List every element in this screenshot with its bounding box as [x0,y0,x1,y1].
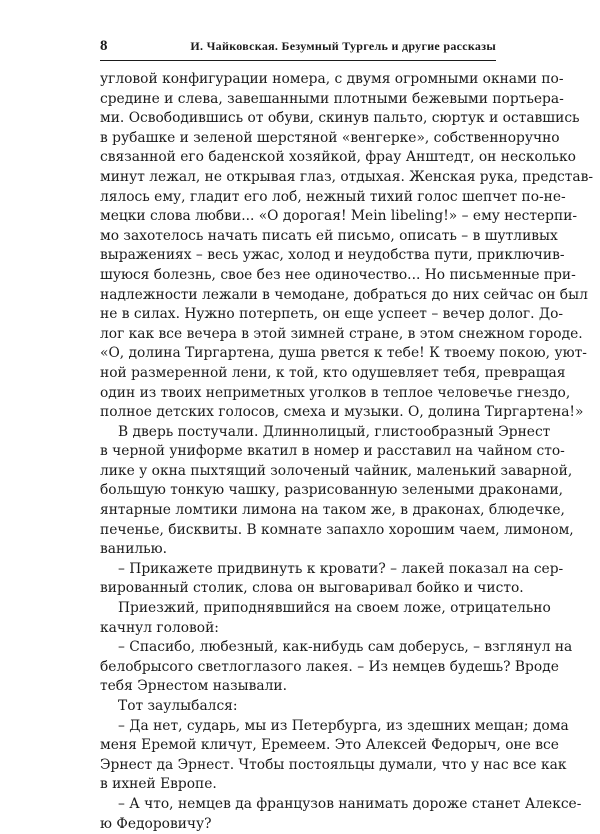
text-line: ю Федоровичу? [100,815,212,832]
text-line: качнул головой: [100,619,219,636]
text-line: большую тонкую чашку, разрисованную зелеными драконами, [100,482,564,499]
text-line: тебя Эрнестом называли. [100,678,287,695]
text-line: угловой конфигурации номера, с двумя огромными окнами по- [100,71,564,87]
text-line: связанной его баденской хозяйкой, фрау Анштедт, он несколько [100,149,576,166]
header-rule [100,60,496,61]
page-number: 8 [100,38,108,54]
text-line: минут лежал, не открывая глаз, отдыхая. Женская рука, представ- [100,168,594,185]
text-line: В дверь постучали. Длиннолицый, глистообразный Эрнест [118,423,551,440]
text-line: лике у окна пыхтящий золоченый чайник, маленький заварной, [100,462,573,479]
text-line: – Прикажете придвинуть к кровати? – лакей показал на сер- [118,560,564,577]
text-line: ми. Освободившись от обуви, скинув пальто, сюртук и оставшись [100,110,580,127]
text-line: не в силах. Нужно потерпеть, он еще успеет – вечер долог. До- [100,306,564,323]
text-line: в рубашке и зеленой шерстяной «венгерке», собственноручно [100,129,560,146]
text-line: полное детских голосов, смеха и музыки. О, долина Тиргартена!» [100,404,584,421]
text-line: в черной униформе вкатил в номер и расставил на чайном сто- [100,443,565,460]
text-line: шуюся болезнь, свое без нее одиночество... Но письменные при- [100,266,576,283]
text-line: лялось ему, гладит его лоб, нежный тихий голос шепчет по-не- [100,188,566,205]
running-title: И. Чайковская. Безумный Тургель и другие рассказы [190,39,496,53]
text-line: средине и слева, завешанными плотными бежевыми портьера- [100,90,564,107]
text-line: Приезжий, приподнявшийся на своем ложе, отрицательно [118,600,551,617]
body-text [100,70,594,834]
text-line: Эрнест да Эрнест. Чтобы постояльцы думали, что у нас все как [100,756,567,773]
text-line: ванилью. [100,541,168,558]
text-line: Тот заулыбался: [118,698,238,714]
text-line: вированный столик, слова он выговаривал бойко и чисто. [100,580,524,597]
page-header [100,38,496,55]
text-line: выражениях – весь ужас, холод и неудобства пути, приключив- [100,247,565,264]
text-line: мецки слова любви... «О дорогая! Mein libeling!» – ему нестерпи- [100,208,578,225]
text-line: – Спасибо, любезный, как-нибудь сам доберусь, – взглянул на [118,639,573,656]
text-line: один из твоих неприметных уголков в теплое человечье гнездо, [100,384,571,401]
text-line: янтарные ломтики лимона на таком же, в драконах, блюдечке, [100,502,565,519]
text-line: – А что, немцев да французов нанимать дороже станет Алексе- [118,795,582,812]
text-line: – Да нет, сударь, мы из Петербурга, из здешних мещан; дома [118,717,569,734]
text-line: белобрысого светлоглазого лакея. – Из немцев будешь? Вроде [100,658,559,675]
text-line: в ихней Европе. [100,776,217,793]
text-line: надлежности лежали в чемодане, добраться до них сейчас он был [100,286,588,303]
text-line: меня Еремой кличут, Еремеем. Это Алексей Федорыч, оне все [100,737,559,754]
text-line: «О, долина Тиргартена, душа рвется к тебе! К твоему покою, уют- [100,345,587,362]
text-line: лог как все вечера в этой зимней стране, в этом снежном городе. [100,325,583,342]
text-line: мо захотелось начать писать ей письмо, описать – в шутливых [100,227,558,244]
text-line: ной размеренной лени, к той, кто одушевляет тебя, превращая [100,364,566,381]
text-line: печенье, бисквиты. В комнате запахло хорошим чаем, лимоном, [100,521,574,538]
